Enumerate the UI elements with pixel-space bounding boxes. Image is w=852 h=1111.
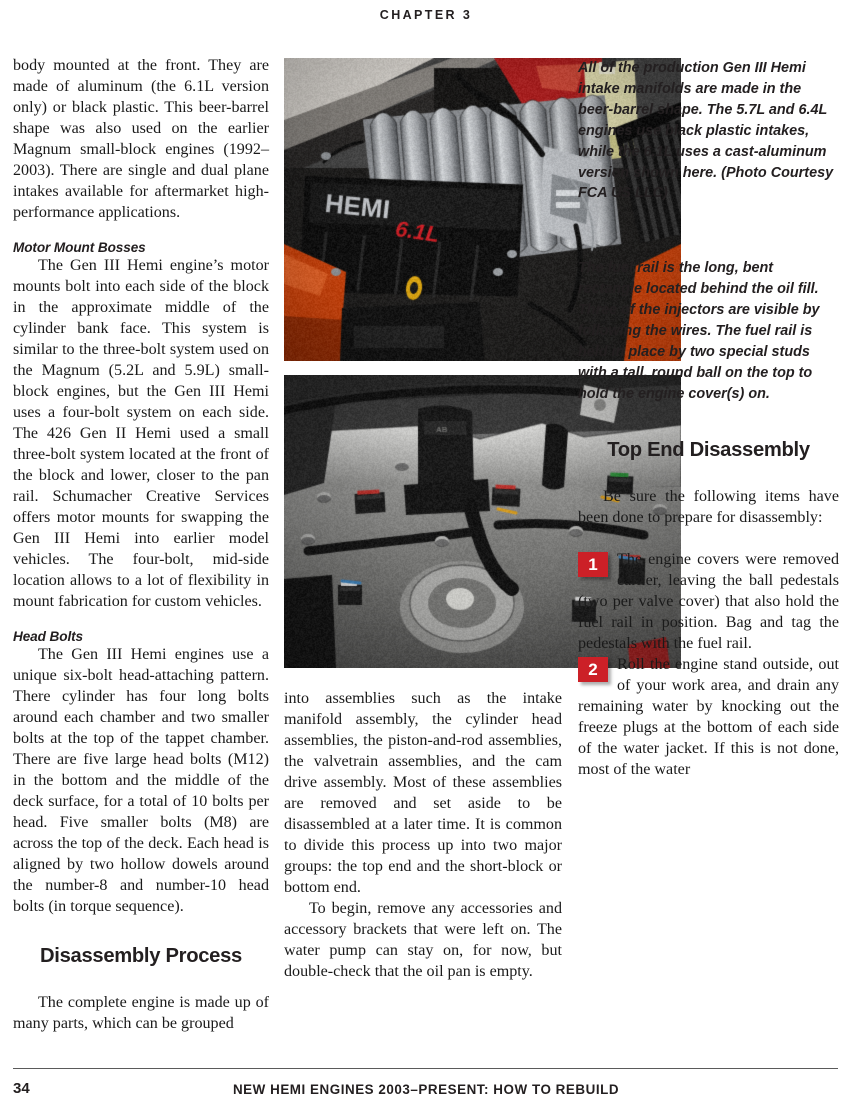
photo-caption-2: The fuel rail is the long, bent rectangle located behind the oil fill. Three of the injectors are visible by following the wires. The fuel rail is held in place by two special studs with a tall, round ball on the top to hold the engine cover(s) on. — [578, 260, 820, 402]
step-item-1 — [578, 549, 839, 654]
subhead-head-bolts: Head Bolts — [13, 629, 84, 644]
page-body — [13, 55, 839, 1045]
running-head: CHAPTER 3 — [379, 8, 473, 22]
step-text-2: Roll the engine stand outside, out of your work area, and drain any remaining water by knocking out the freeze plugs at the bottom of each side of the water jacket. If this is not done, most of the water — [578, 655, 839, 778]
step-number-badge-1: 1 — [578, 552, 608, 577]
left-column — [13, 55, 269, 1034]
subhead-motor-mount-bosses: Motor Mount Bosses — [13, 240, 146, 255]
middle-column — [284, 688, 562, 982]
photo-caption-1: All of the production Gen III Hemi intake manifolds are made in the beer-barrel shape. The 5.7L and 6.4L engines use black plastic intakes, while the 6.1L uses a cast-aluminum version shown here. (Photo Courtesy FCA US LLC) — [578, 60, 834, 202]
step-text-1: The engine covers were removed earlier, leaving the ball pedestals (two per valve cover) that also hold the fuel rail in position. Bag and tag the pedestals with the fuel rail. — [578, 550, 839, 652]
section-heading-top-end-disassembly: Top End Disassembly — [607, 438, 810, 461]
middle-paragraph-2: To begin, remove any accessories and accessory brackets that were left on. The water pump can stay on, for now, but double-check that the oil pan is empty. — [284, 900, 562, 980]
middle-paragraph-1: into assemblies such as the intake manifold assembly, the cylinder head assemblies, the piston-and-rod assemblies, the valvetrain assemblies, and the cam drive assembly. Most of these assemblies are removed and set aside to be disassembled at a later time. It is common to divide this process up into two major groups: the top end and the short-block or bottom end. — [284, 690, 562, 896]
step-number-badge-2: 2 — [578, 657, 608, 682]
step-item-2 — [578, 654, 839, 780]
left-paragraph-1: body mounted at the front. They are made of aluminum (the 6.1L version only) or black plastic. This beer-barrel shape was also used on the earlier Magnum small-block engines (1992–2003). There are single and dual plane intakes available for aftermarket high-performance applications. — [13, 57, 269, 221]
left-paragraph-4: The complete engine is made up of many parts, which can be grouped — [13, 994, 269, 1032]
footer-rule — [13, 1068, 838, 1069]
page-number: 34 — [13, 1080, 30, 1097]
section-heading-disassembly-process: Disassembly Process — [40, 945, 242, 967]
left-paragraph-2: The Gen III Hemi engine’s motor mounts bolt into each side of the block in the approximate middle of the cylinder bank face. This system is similar to the three-bolt system used on the Magnum (5.2L and 5.9L) small-block engines, but the Gen III Hemi uses a four-bolt system on each side. The 426 Gen II Hemi used a small three-bolt system located at the front of the block and lower, closer to the pan rail. Schumacher Creative Services offers motor mounts for swapping the Gen III Hemi into earlier model vehicles. The four-bolt, mid-side location allows to a lot of flexibility in mount fabrication for custom vehicles. — [13, 257, 269, 610]
left-paragraph-3: The Gen III Hemi engines use a unique six-bolt head-attaching pattern. There cylinder has four long bolts around each chamber and two smaller bolts at the top of the tappet chamber. There are five large head bolts (M12) in the bottom and the middle of the deck surface, for a total of 10 bolts per head. Five smaller bolts (M8) are across the top of the deck. Each head is aligned by two hollow dowels around the number-8 and number-10 head bolts (in torque sequence). — [13, 646, 269, 915]
right-column — [578, 55, 839, 780]
right-paragraph-1: Be sure the following items have been done to prepare for disassembly: — [578, 487, 839, 526]
book-title: NEW HEMI ENGINES 2003–PRESENT: HOW TO REBUILD — [232, 1082, 620, 1097]
